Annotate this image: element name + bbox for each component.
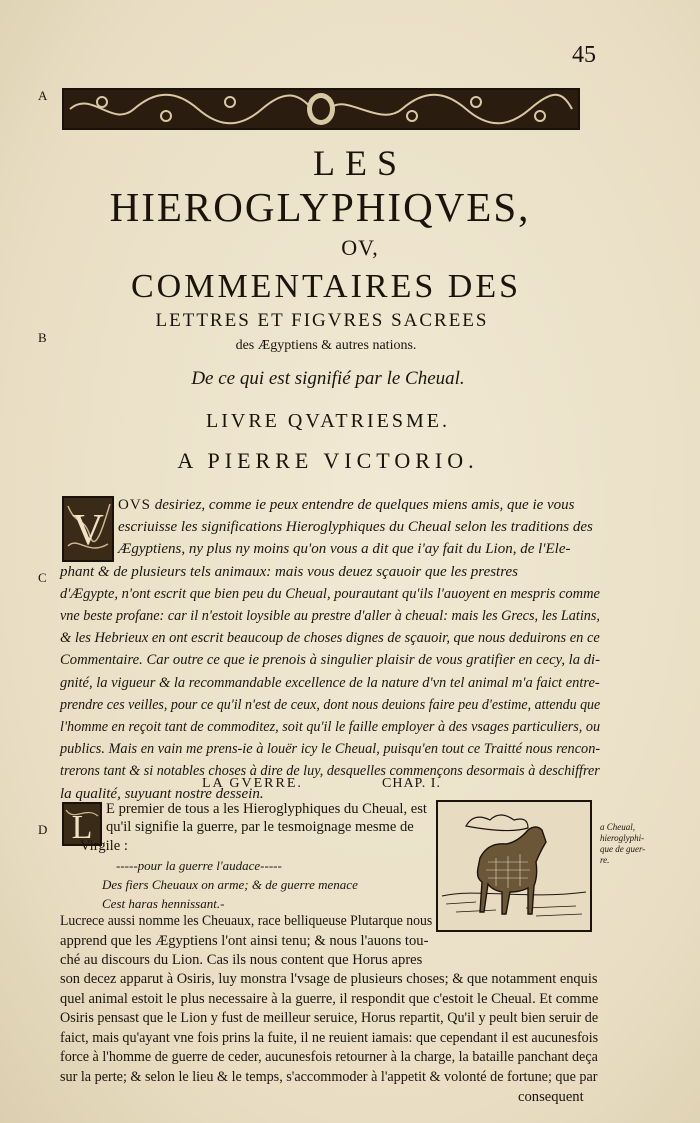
intro-line: publics. Mais en vain me prens-ie à louër icy le Cheual, puisqu'en tout ce Traitté nous rencon- — [60, 741, 601, 758]
chapter-line: Virgile : — [80, 838, 128, 854]
title-commentaires: COMMENTAIRES DES — [130, 268, 522, 305]
title-ou: OV, — [341, 235, 379, 260]
intro-line: phant & de plusieurs tels animaux: mais vous deuez sçauoir que les prestres — [60, 563, 519, 580]
section-title: LA GVERRE. — [202, 776, 303, 791]
chapter-heading: CHAP. I. — [382, 776, 441, 791]
margin-letter-c: C — [38, 570, 47, 585]
intro-line: gnité, la vigueur & la recommandable excellence de la nature d'vn tel animal m'a faict entre- — [60, 674, 600, 691]
svg-text:L: L — [71, 809, 93, 846]
subtitle: De ce qui est signifié par le Cheual. — [191, 368, 465, 389]
intro-line: & les Hebrieux en ont escrit beaucoup de choses dignes de sçauoir, que nous deduirons en ce — [60, 630, 600, 647]
verse-line: Cest haras hennissant.- — [102, 896, 225, 911]
margin-letter-d: D — [38, 822, 48, 837]
page-number: 45 — [572, 42, 596, 68]
side-note: a Cheual, hieroglyphi- que de guer- re. — [600, 822, 646, 865]
book-heading: LIVRE QVATRIESME. — [206, 410, 450, 432]
verse-line: -----pour la guerre l'audace----- — [116, 858, 282, 873]
body-line: Osiris pensast que le Lion y fust de meilleur seruice, Horus repartit, Qu'il y peult bien seruir de — [60, 1010, 599, 1026]
body-line: quel animal estoit le plus necessaire à la guerre, il respondit que c'estoit le Cheual. Et comme — [60, 990, 599, 1007]
title-les: LES — [312, 143, 407, 183]
intro-line: d'Ægypte, n'ont escrit que bien peu du Cheual, pourautant qu'ils l'auoyent en mespris comme — [60, 585, 600, 602]
margin-letter-a: A — [38, 88, 48, 103]
dedication: A PIERRE VICTORIO. — [177, 448, 479, 473]
intro-line: prendre ces veilles, pour ce qu'il n'est de ceux, dont nous deuions faire peu d'estime, attendu que — [60, 696, 601, 713]
verse-line: Des fiers Cheuaux on arme; & de guerre menace — [102, 877, 358, 892]
body-line: son decez apparut à Osiris, luy monstra l'vsage de plusieurs choses; & que notamment enquis — [60, 971, 598, 987]
intro-line: escriuisse les significations Hieroglyphiques du Cheual selon les traditions des — [118, 519, 593, 536]
intro-line: OVS desiriez, comme ie peux entendre de quelques miens amis, que ie vous — [118, 497, 575, 513]
intro-line: Commentaire. Car outre ce que ie prenois à singulier plaisir de vous gratifier en cecy, la di- — [60, 652, 600, 669]
intro-line: trerons tant & si notables choses à dire de luy, desquelles commençons desormais à deschiffrer — [60, 763, 600, 780]
intro-line: Ægyptiens, ny plus ny moins qu'on vous a dit que i'ay fait du Lion, de l'Ele- — [118, 541, 571, 558]
body-line: sur la perte; & selon le lieu & le temps, s'accommoder à l'appetit & volonté de fortune; que par — [60, 1068, 598, 1085]
title-hieroglyphiques: HIEROGLYPHIQVES, — [109, 184, 531, 230]
horse-woodcut-illustration — [436, 800, 592, 932]
body-line: apprend que les Ægyptiens l'ont ainsi tenu; & nous l'auons tou- — [60, 932, 429, 949]
title-aegyptiens: des Ægyptiens & autres nations. — [235, 338, 417, 353]
intro-line: la qualité, suyuant nostre dessein. — [60, 785, 264, 802]
body-line: Lucrece aussi nomme les Cheuaux, race belliqueuse Plutarque nous — [60, 913, 433, 929]
body-line: force à l'homme de guerre de ceder, aucunesfois retourner à la charge, la bataille panchant deça — [60, 1049, 598, 1065]
intro-line: l'homme en reçoit tant de commoditez, soit qu'il le faille employer à des vsages particuliers, ou — [60, 719, 601, 735]
title-lettres: LETTRES ET FIGVRES SACREES — [155, 310, 489, 331]
body-line: faict, mais qu'ayant vne fois prins la fuite, il ne reuient iamais: que cependant il est aucunesfois — [60, 1029, 599, 1046]
margin-letter-b: B — [38, 330, 47, 345]
chapter-line: E premier de tous a les Hieroglyphiques du Cheual, est — [106, 801, 427, 817]
svg-text:V: V — [72, 505, 104, 554]
chapter-line: qu'il signifie la guerre, par le tesmoignage mesme de — [106, 819, 414, 835]
catchword: consequent — [518, 1089, 584, 1105]
ornament-headpiece-icon — [62, 88, 580, 130]
body-line: ché au discours du Lion. Cas ils nous content que Horus apres — [60, 952, 423, 968]
decorated-initial-v-icon — [62, 496, 114, 562]
intro-line: vne beste profane: car il n'estoit loysible au prestre d'aller à cheual: mais les Grecs, les Latins, — [60, 608, 600, 624]
